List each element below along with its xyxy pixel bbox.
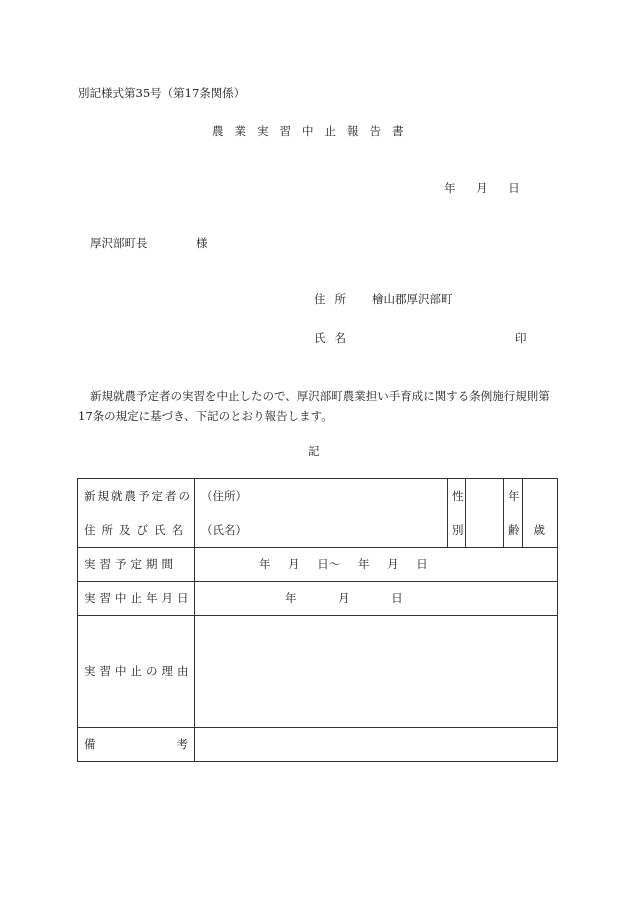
remarks-label-a: 備 [84, 737, 96, 751]
age-value-cell[interactable] [523, 479, 558, 548]
name-label: 氏名 [314, 331, 355, 345]
addressee: 厚沢部町長 [90, 236, 148, 250]
address-label: 住所 [314, 292, 355, 306]
reason-value-cell[interactable] [195, 616, 558, 728]
age-label-bottom: 齢 [508, 523, 520, 537]
honorific: 様 [196, 236, 208, 250]
remarks-label-cell [78, 728, 195, 762]
form-reference: 別記様式第35号（第17条関係） [78, 86, 246, 100]
age-label-top: 年 [508, 489, 520, 503]
age-label-cell [504, 479, 523, 548]
document-title: 農業実習中止報告書 [212, 124, 415, 138]
applicant-value-cell[interactable] [195, 479, 448, 548]
seal-mark: 印 [515, 331, 527, 345]
stop-date-label: 実習中止年月日 [84, 591, 193, 605]
remarks-value-cell[interactable] [195, 728, 558, 762]
date-line: 年 月 日 [444, 181, 520, 195]
address-value: 檜山郡厚沢部町 [372, 292, 453, 306]
period-value-cell[interactable] [195, 548, 558, 582]
applicant-label-line2: 住所及び氏名 [84, 523, 189, 537]
ki-heading: 記 [308, 444, 320, 458]
address-sublabel: （住所） [201, 489, 247, 503]
body-paragraph: 新規就農予定者の実習を中止したので、厚沢部町農業担い手育成に関する条例施行規則第17条の規定に基づき、下記のとおり報告します。 [78, 389, 550, 423]
reason-label: 実習中止の理由 [84, 664, 193, 678]
table-row-applicant [78, 479, 558, 548]
table-row-stop-date [78, 582, 558, 616]
period-value: 年 月 日～ 年 月 日 [259, 557, 428, 571]
sex-label-bottom: 別 [452, 523, 464, 537]
table-row-reason [78, 616, 558, 728]
sex-label-cell [448, 479, 466, 548]
age-unit: 歳 [533, 523, 545, 537]
period-label-cell [78, 548, 195, 582]
stop-date-value: 年 月 日 [285, 591, 403, 605]
sex-label-top: 性 [452, 489, 464, 503]
reason-label-cell [78, 616, 195, 728]
table-row-period [78, 548, 558, 582]
sex-value-cell[interactable] [466, 479, 504, 548]
applicant-label-line1: 新規就農予定者の [84, 489, 192, 503]
stop-date-value-cell[interactable] [195, 582, 558, 616]
name-sublabel: （氏名） [201, 523, 247, 537]
stop-date-label-cell [78, 582, 195, 616]
remarks-label-b: 考 [176, 737, 188, 751]
report-table [77, 478, 558, 762]
period-label: 実習予定期間 [84, 557, 177, 571]
table-row-remarks [78, 728, 558, 762]
applicant-label-cell [78, 479, 195, 548]
